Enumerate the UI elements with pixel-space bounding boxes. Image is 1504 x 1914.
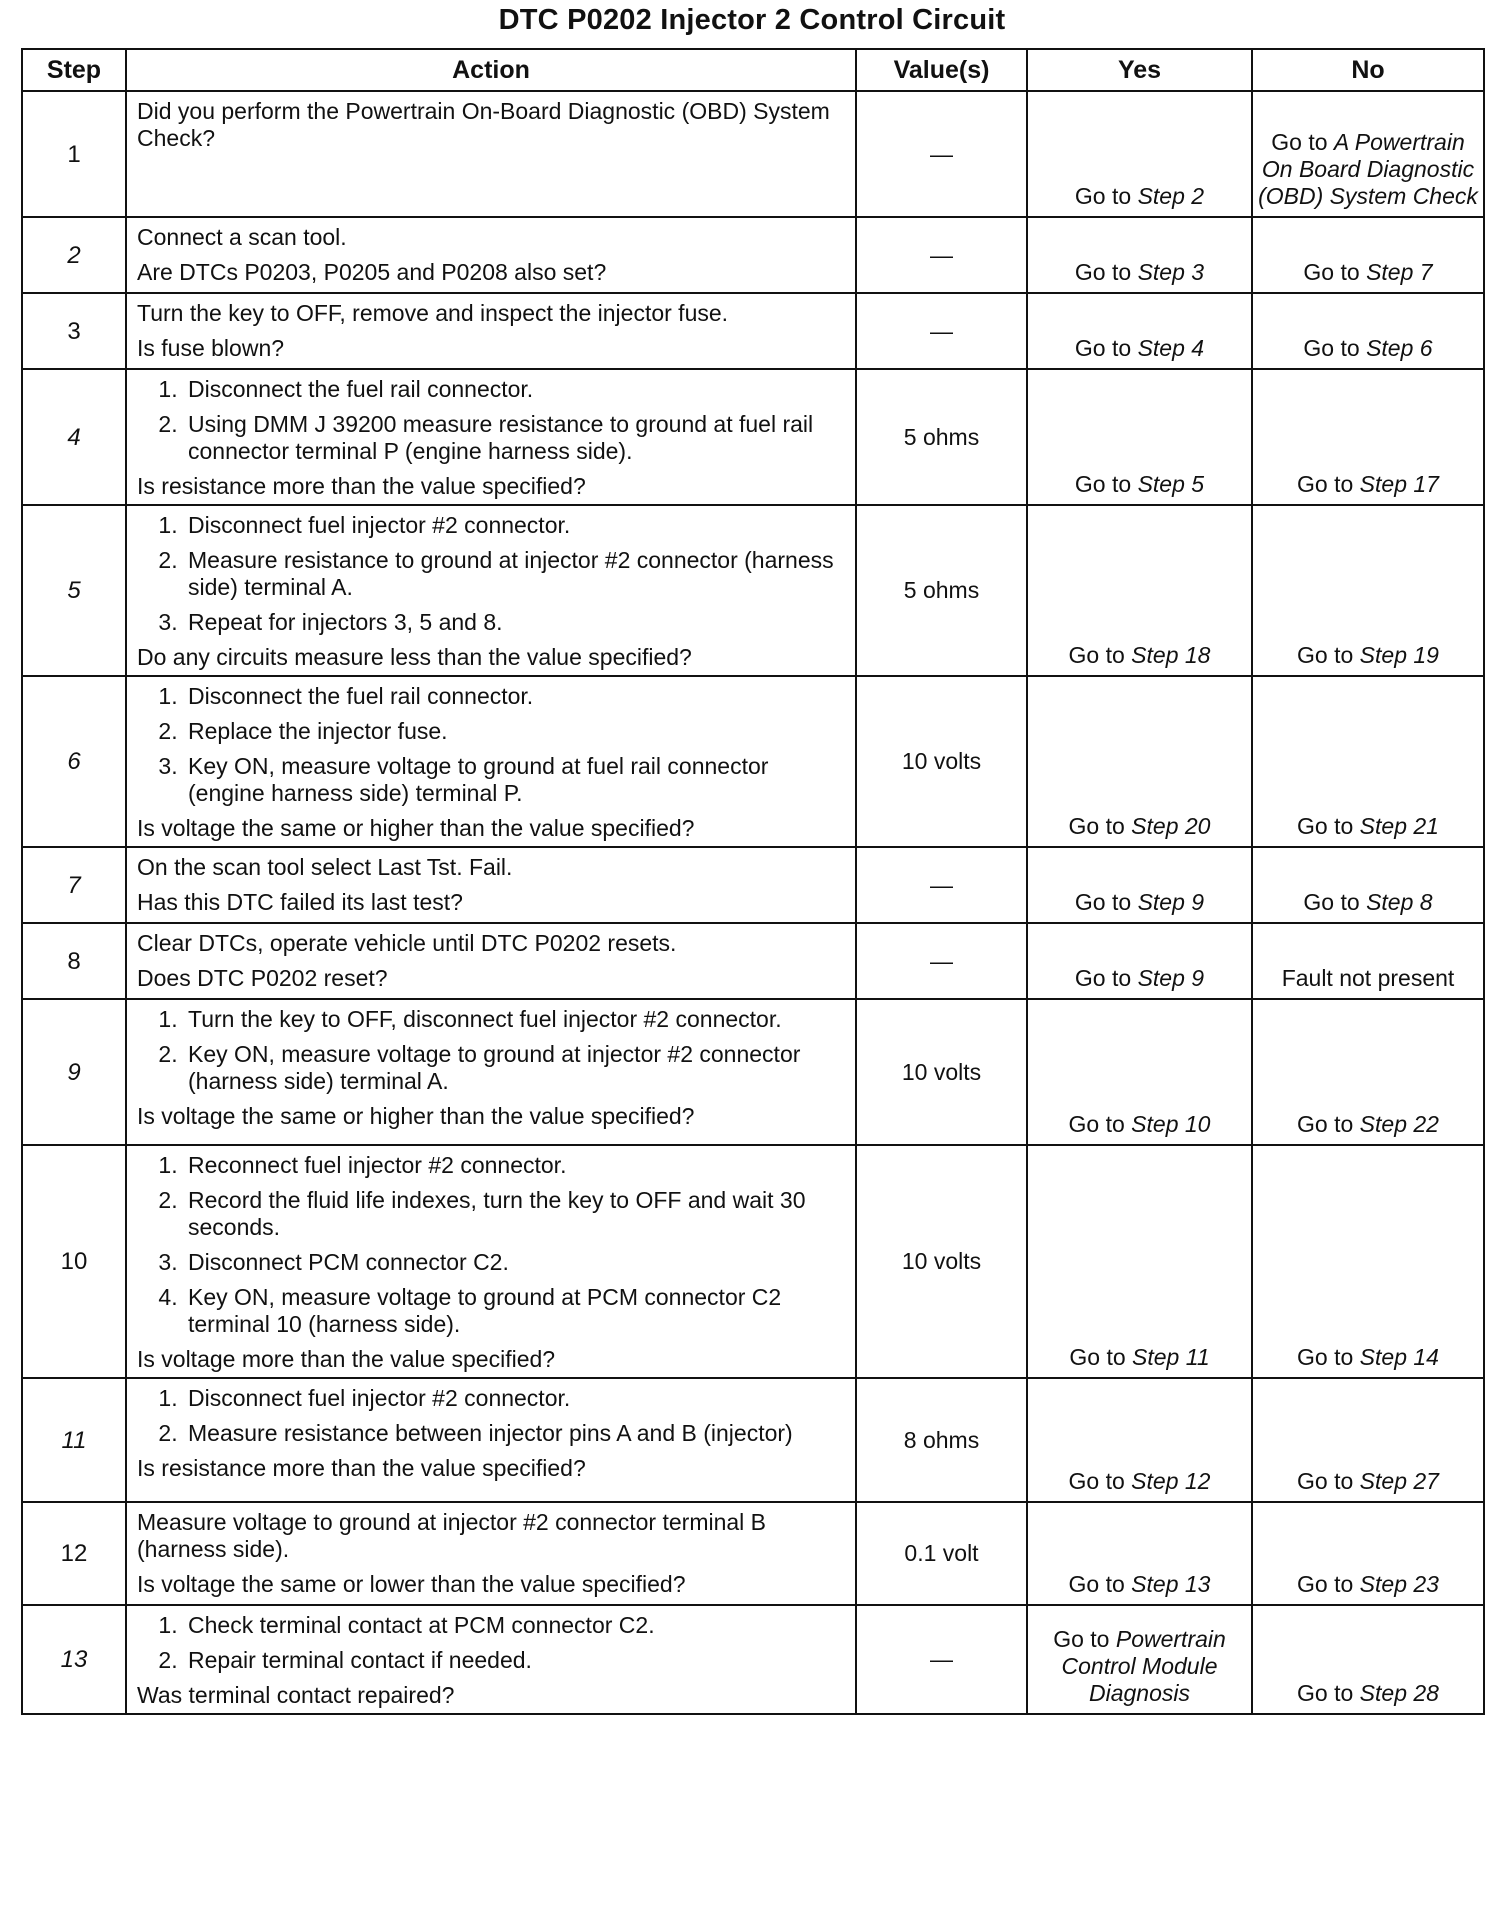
step-number: 6 [22, 676, 126, 847]
action-cell [126, 923, 856, 999]
action-step: 3. Disconnect PCM connector C2. [184, 1249, 845, 1276]
goto-prefix: Go to [1074, 889, 1132, 915]
action-question: Was terminal contact repaired? [137, 1682, 455, 1708]
goto-reference: Step 20 [1131, 813, 1211, 839]
action-step: 2. Repair terminal contact if needed. [184, 1647, 845, 1674]
spec-value: 5 ohms [856, 369, 1027, 505]
goto-reference: Step 21 [1359, 813, 1439, 839]
action-step: 2. Key ON, measure voltage to ground at injector #2 connector (harness side) terminal A. [184, 1041, 845, 1095]
no-result [1252, 505, 1484, 676]
spec-value: — [856, 91, 1027, 217]
yes-result [1027, 923, 1252, 999]
action-steps-list [137, 1612, 845, 1674]
goto-prefix: Go to [1074, 259, 1132, 285]
no-result [1252, 293, 1484, 369]
goto-reference: Step 7 [1366, 259, 1433, 285]
goto-prefix: Go to [1297, 1111, 1354, 1137]
goto-reference: Step 22 [1359, 1111, 1439, 1137]
action-step: 1. Turn the key to OFF, disconnect fuel injector #2 connector. [184, 1006, 845, 1033]
spec-value: — [856, 217, 1027, 293]
step-number: 5 [22, 505, 126, 676]
action-line: Measure voltage to ground at injector #2 connector terminal B (harness side). [137, 1509, 767, 1562]
action-line: Has this DTC failed its last test? [137, 889, 463, 915]
action-steps-list [137, 1006, 845, 1095]
action-line: Clear DTCs, operate vehicle until DTC P0202 resets. [137, 930, 677, 956]
goto-prefix: Go to [1297, 1680, 1354, 1706]
goto-prefix: Go to [1074, 183, 1132, 209]
step-number: 7 [22, 847, 126, 923]
yes-result [1027, 1502, 1252, 1605]
goto-reference: Step 9 [1137, 889, 1205, 915]
yes-result [1027, 369, 1252, 505]
goto-prefix: Go to [1297, 471, 1354, 497]
goto-prefix: Fault not present [1281, 965, 1455, 991]
action-cell [126, 1145, 856, 1378]
goto-prefix: Go to [1074, 335, 1132, 361]
goto-reference: Step 13 [1131, 1571, 1211, 1597]
goto-prefix: Go to [1271, 129, 1328, 155]
yes-result [1027, 1605, 1252, 1714]
no-result [1252, 1502, 1484, 1605]
step-number: 9 [22, 999, 126, 1145]
step-number: 13 [22, 1605, 126, 1714]
goto-reference: Step 12 [1131, 1468, 1211, 1494]
action-step: 3. Repeat for injectors 3, 5 and 8. [184, 609, 845, 636]
action-steps-list [137, 683, 845, 807]
action-cell [126, 847, 856, 923]
action-cell [126, 999, 856, 1145]
action-step: 1. Disconnect the fuel rail connector. [184, 376, 845, 403]
goto-reference: Step 17 [1359, 471, 1439, 497]
goto-reference: Step 23 [1359, 1571, 1439, 1597]
yes-result [1027, 847, 1252, 923]
goto-prefix: Go to [1068, 1111, 1125, 1137]
action-cell [126, 1605, 856, 1714]
table-row [22, 505, 1484, 676]
no-result [1252, 369, 1484, 505]
action-cell [126, 1502, 856, 1605]
action-step: 1. Disconnect fuel injector #2 connector. [184, 512, 845, 539]
action-question: Is voltage more than the value specified? [137, 1346, 556, 1372]
action-step: 1. Reconnect fuel injector #2 connector. [184, 1152, 845, 1179]
spec-value: 5 ohms [856, 505, 1027, 676]
action-question: Is voltage the same or higher than the value specified? [137, 815, 695, 841]
goto-reference: Step 10 [1131, 1111, 1211, 1137]
goto-reference: Step 27 [1359, 1468, 1439, 1494]
action-step: 1. Check terminal contact at PCM connector C2. [184, 1612, 845, 1639]
no-result [1252, 217, 1484, 293]
yes-result [1027, 999, 1252, 1145]
table-row [22, 1378, 1484, 1502]
goto-reference: Step 18 [1131, 642, 1211, 668]
action-step: 1. Disconnect the fuel rail connector. [184, 683, 845, 710]
no-result [1252, 847, 1484, 923]
goto-prefix: Go to [1074, 965, 1132, 991]
goto-prefix: Go to [1297, 813, 1354, 839]
goto-reference: Step 4 [1137, 335, 1205, 361]
table-row [22, 369, 1484, 505]
goto-reference: Powertrain Control Module Diagnosis [1061, 1626, 1226, 1706]
spec-value: 10 volts [856, 1145, 1027, 1378]
no-result [1252, 1605, 1484, 1714]
table-row [22, 676, 1484, 847]
goto-reference: Step 6 [1366, 335, 1433, 361]
yes-result [1027, 1145, 1252, 1378]
action-cell [126, 217, 856, 293]
no-result [1252, 676, 1484, 847]
action-line: Are DTCs P0203, P0205 and P0208 also set? [137, 259, 607, 285]
goto-prefix: Go to [1074, 471, 1132, 497]
goto-prefix: Go to [1297, 642, 1354, 668]
action-line: Does DTC P0202 reset? [137, 965, 388, 991]
step-number: 1 [22, 91, 126, 217]
goto-reference: Step 8 [1366, 889, 1433, 915]
action-steps-list [137, 512, 845, 636]
step-number: 10 [22, 1145, 126, 1378]
action-steps-list [137, 1152, 845, 1338]
spec-value: — [856, 1605, 1027, 1714]
spec-value: 8 ohms [856, 1378, 1027, 1502]
spec-value: — [856, 923, 1027, 999]
yes-result [1027, 293, 1252, 369]
header-action: Action [126, 49, 856, 91]
page-title: DTC P0202 Injector 2 Control Circuit [498, 4, 1006, 36]
action-line: Turn the key to OFF, remove and inspect the injector fuse. [137, 300, 729, 326]
action-question: Is voltage the same or higher than the value specified? [137, 1103, 695, 1129]
table-row [22, 923, 1484, 999]
step-number: 8 [22, 923, 126, 999]
table-header-row [22, 49, 1484, 91]
action-line: Is fuse blown? [137, 335, 285, 361]
action-question: Is resistance more than the value specified? [137, 473, 586, 499]
spec-value: 10 volts [856, 676, 1027, 847]
goto-prefix: Go to [1053, 1626, 1110, 1652]
action-line: Connect a scan tool. [137, 224, 347, 250]
action-step: 2. Measure resistance to ground at injector #2 connector (harness side) terminal A. [184, 547, 845, 601]
step-number: 3 [22, 293, 126, 369]
header-yes: Yes [1027, 49, 1252, 91]
no-result [1252, 1378, 1484, 1502]
goto-reference: Step 5 [1137, 471, 1205, 497]
action-question: Do any circuits measure less than the value specified? [137, 644, 692, 670]
yes-result [1027, 91, 1252, 217]
yes-result [1027, 217, 1252, 293]
no-result [1252, 923, 1484, 999]
step-number: 4 [22, 369, 126, 505]
table-row [22, 1605, 1484, 1714]
goto-prefix: Go to [1297, 1571, 1354, 1597]
no-result [1252, 1145, 1484, 1378]
action-steps-list [137, 1385, 845, 1447]
step-number: 2 [22, 217, 126, 293]
action-step: 3. Key ON, measure voltage to ground at fuel rail connector (engine harness side) terminal P. [184, 753, 845, 807]
action-question: Is resistance more than the value specified? [137, 1455, 586, 1481]
yes-result [1027, 1378, 1252, 1502]
yes-result [1027, 505, 1252, 676]
table-row [22, 1145, 1484, 1378]
spec-value: — [856, 847, 1027, 923]
action-step: 2. Record the fluid life indexes, turn the key to OFF and wait 30 seconds. [184, 1187, 845, 1241]
goto-prefix: Go to [1297, 1468, 1354, 1494]
no-result [1252, 91, 1484, 217]
spec-value: 0.1 volt [856, 1502, 1027, 1605]
goto-reference: Step 3 [1137, 259, 1205, 285]
diagnostic-table [21, 48, 1485, 1715]
yes-result [1027, 676, 1252, 847]
table-row [22, 91, 1484, 217]
goto-reference: A Powertrain On Board Diagnostic (OBD) System Check [1258, 129, 1478, 209]
no-result [1252, 999, 1484, 1145]
header-no: No [1252, 49, 1484, 91]
table-row [22, 1502, 1484, 1605]
goto-prefix: Go to [1068, 1468, 1125, 1494]
goto-prefix: Go to [1069, 1344, 1126, 1370]
goto-reference: Step 19 [1359, 642, 1439, 668]
spec-value: 10 volts [856, 999, 1027, 1145]
action-step: 2. Using DMM J 39200 measure resistance to ground at fuel rail connector terminal P (engine harness side). [184, 411, 845, 465]
action-cell [126, 369, 856, 505]
step-number: 11 [22, 1378, 126, 1502]
action-step: 2. Replace the injector fuse. [184, 718, 845, 745]
spec-value: — [856, 293, 1027, 369]
action-line: Did you perform the Powertrain On-Board Diagnostic (OBD) System Check? [137, 98, 830, 151]
action-step: 1. Disconnect fuel injector #2 connector. [184, 1385, 845, 1412]
action-cell [126, 1378, 856, 1502]
goto-reference: Step 11 [1132, 1344, 1210, 1370]
action-cell [126, 676, 856, 847]
header-values: Value(s) [856, 49, 1027, 91]
action-cell [126, 293, 856, 369]
goto-prefix: Go to [1297, 1344, 1354, 1370]
goto-prefix: Go to [1068, 1571, 1125, 1597]
goto-prefix: Go to [1303, 335, 1360, 361]
goto-reference: Step 28 [1359, 1680, 1439, 1706]
goto-prefix: Go to [1303, 889, 1360, 915]
table-row [22, 293, 1484, 369]
goto-reference: Step 9 [1137, 965, 1205, 991]
goto-reference: Step 14 [1359, 1344, 1439, 1370]
goto-prefix: Go to [1303, 259, 1360, 285]
action-step: 4. Key ON, measure voltage to ground at PCM connector C2 terminal 10 (harness side). [184, 1284, 845, 1338]
action-cell [126, 505, 856, 676]
table-row [22, 847, 1484, 923]
header-step: Step [22, 49, 126, 91]
step-number: 12 [22, 1502, 126, 1605]
goto-prefix: Go to [1068, 813, 1125, 839]
action-steps-list [137, 376, 845, 465]
action-line: On the scan tool select Last Tst. Fail. [137, 854, 513, 880]
action-line: Is voltage the same or lower than the value specified? [137, 1571, 686, 1597]
table-row [22, 999, 1484, 1145]
table-row [22, 217, 1484, 293]
action-cell [126, 91, 856, 217]
goto-reference: Step 2 [1137, 183, 1205, 209]
goto-prefix: Go to [1068, 642, 1125, 668]
action-step: 2. Measure resistance between injector pins A and B (injector) [184, 1420, 845, 1447]
